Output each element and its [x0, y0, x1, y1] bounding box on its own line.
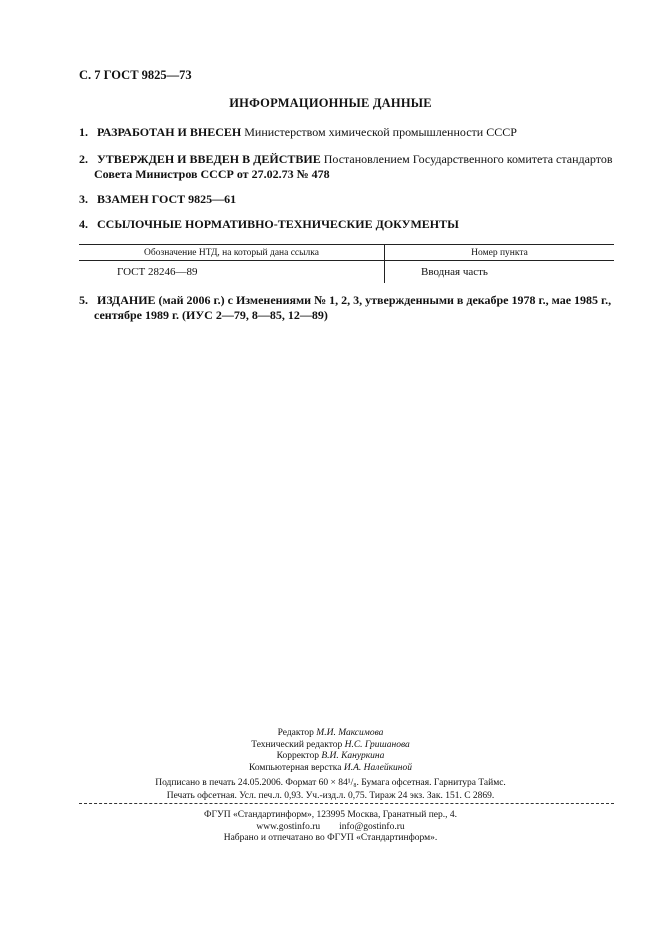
credit-role: Технический редактор [251, 739, 343, 750]
info-item-2 [79, 152, 624, 182]
print-info-line: Печать офсетная. Усл. печ.л. 0,93. Уч.-изд.л. 0,75. Тираж 24 экз. Зак. 151. С 2869. [166, 791, 495, 801]
reference-table [79, 244, 614, 283]
cell-point: Вводная часть [421, 266, 488, 278]
section-title: ИНФОРМАЦИОННЫЕ ДАННЫЕ [229, 96, 432, 110]
item-heading: ИЗДАНИЕ (май 2006 г.) с Изменениями № 1, 2, 3, утвержденными в декабре 1978 г., мае 1985 г., [97, 293, 612, 307]
credit-line [0, 763, 661, 775]
divider [79, 803, 614, 804]
credit-line [0, 751, 661, 763]
publisher-contacts [0, 822, 661, 834]
publisher-note: Набрано и отпечатано во ФГУП «Стандартинформ». [223, 833, 438, 843]
item-number: 2. [79, 152, 88, 166]
column-header-point: Номер пункта [385, 245, 615, 261]
item-heading: ВЗАМЕН ГОСТ 9825—61 [97, 192, 237, 206]
item-number: 4. [79, 217, 88, 231]
publisher-address: ФГУП «Стандартинформ», 123995 Москва, Гранатный пер., 4. [203, 810, 458, 820]
credits-block [0, 728, 661, 774]
credit-role: Компьютерная верстка [249, 762, 342, 773]
publisher-info [0, 810, 661, 845]
credit-role: Корректор [276, 751, 319, 761]
cell-document: ГОСТ 28246—89 [79, 261, 385, 284]
item-heading: РАЗРАБОТАН И ВНЕСЕН [97, 125, 242, 139]
info-item-4 [79, 217, 624, 232]
item-heading: ССЫЛОЧНЫЕ НОРМАТИВНО-ТЕХНИЧЕСКИЕ ДОКУМЕНТЫ [97, 217, 459, 231]
credit-name: М.И. Максимова [316, 728, 384, 738]
item-heading: УТВЕРЖДЕН И ВВЕДЕН В ДЕЙСТВИЕ [97, 152, 321, 166]
item-text-continued: сентябре 1989 г. (ИУС 2—79, 8—85, 12—89) [94, 308, 328, 322]
item-number: 5. [79, 293, 88, 307]
item-text: Постановлением Государственного комитета стандартов [323, 152, 613, 166]
credit-line [0, 728, 661, 740]
item-text-continued: Совета Министров СССР от 27.02.73 № 478 [94, 167, 330, 181]
credit-name: В.И. Кануркина [321, 751, 385, 761]
credit-line [0, 740, 661, 752]
credit-name: И.А. Налейкиной [343, 762, 412, 773]
item-number: 3. [79, 192, 88, 206]
publisher-website[interactable]: www.gostinfo.ru [256, 821, 321, 832]
page-header: С. 7 ГОСТ 9825—73 [79, 68, 192, 82]
publisher-email[interactable]: info@gostinfo.ru [339, 821, 405, 832]
item-number: 1. [79, 125, 88, 139]
table-row [79, 261, 614, 284]
item-text: Министерством химической промышленности СССР [244, 125, 517, 139]
info-item-1 [79, 125, 624, 140]
print-info [0, 777, 661, 803]
credit-name: Н.С. Гришанова [344, 739, 410, 750]
info-item-3 [79, 192, 624, 207]
info-item-5 [79, 293, 624, 323]
print-info-line: Подписано в печать 24.05.2006. Формат 60 × 84¹/₈. Бумага офсетная. Гарнитура Таймс. [155, 778, 506, 788]
credit-role: Редактор [277, 728, 314, 738]
column-header-document: Обозначение НТД, на который дана ссылка [79, 245, 385, 261]
